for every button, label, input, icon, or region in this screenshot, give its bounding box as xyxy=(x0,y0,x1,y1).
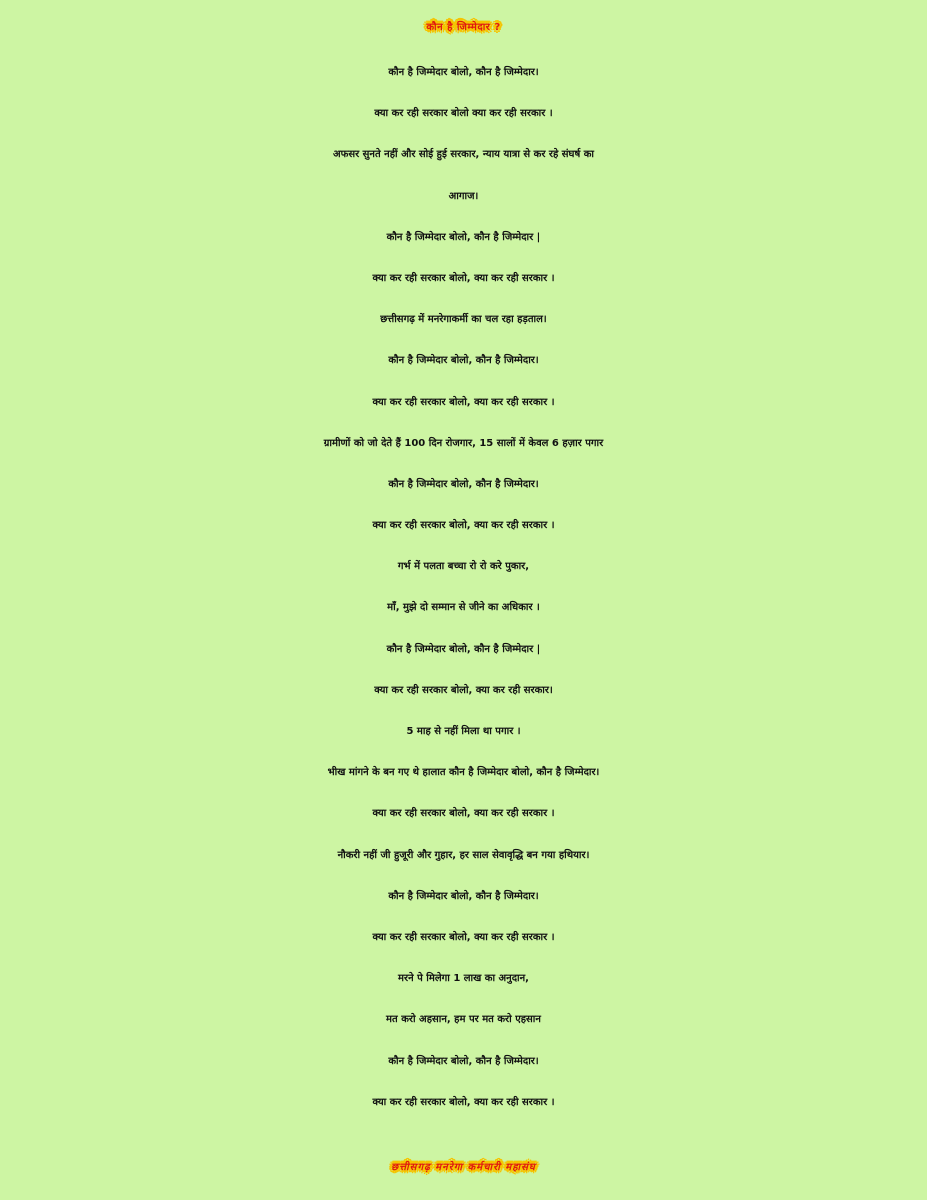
poem-line: 5 माह से नहीं मिला था पगार । xyxy=(406,726,521,737)
poem-line: कौन है जिम्मेदार बोलो, कौन है जिम्मेदार। xyxy=(388,1055,539,1067)
poem-line: क्या कर रही सरकार बोलो, क्या कर रही सरकार । xyxy=(372,520,555,532)
poem-line: कौन है जिम्मेदार बोलो, कौन है जिम्मेदार। xyxy=(388,355,539,367)
poem-line: क्या कर रही सरकार बोलो, क्या कर रही सरकार । xyxy=(372,931,555,943)
poem-lines xyxy=(0,52,927,1123)
poem-line: कौन है जिम्मेदार बोलो, कौन है जिम्मेदार। xyxy=(388,890,539,902)
poem-line: कौन है जिम्मेदार बोलो, कौन है जिम्मेदार | xyxy=(386,643,541,655)
poem-line: छत्तीसगढ़ में मनरेगाकर्मी का चल रहा हड़ताल। xyxy=(380,314,547,326)
poem-line: नौकरी नहीं जी हुजूरी और गुहार, हर साल सेवावृद्धि बन गया हथियार। xyxy=(337,849,590,861)
poem-line: कौन है जिम्मेदार बोलो, कौन है जिम्मेदार। xyxy=(388,67,539,78)
poem-line: माँ, मुझे दो सम्मान से जीने का अधिकार । xyxy=(387,602,540,614)
poem-line: आगाज। xyxy=(448,190,479,202)
poem-line: क्या कर रही सरकार बोलो, क्या कर रही सरकार। xyxy=(374,684,553,696)
poem-line: मरने पे मिलेगा 1 लाख का अनुदान, xyxy=(398,973,529,985)
poem-line: भीख मांगने के बन गए थे हालात कौन है जिम्मेदार बोलो, कौन है जिम्मेदार। xyxy=(327,767,600,779)
poem-line: कौन है जिम्मेदार बोलो, कौन है जिम्मेदार। xyxy=(388,478,539,490)
organization-name: छत्तीसगढ़ मनरेगा कर्मचारी महासंघ xyxy=(391,1162,536,1173)
poem-line: कौन है जिम्मेदार बोलो, कौन है जिम्मेदार | xyxy=(386,231,541,243)
poem-line: क्या कर रही सरकार बोलो, क्या कर रही सरकार । xyxy=(372,272,555,284)
poem-line: गर्भ में पलता बच्चा रो रो करे पुकार, xyxy=(397,561,530,573)
poem-line: अफसर सुनते नहीं और सोई हुई सरकार, न्याय यात्रा से कर रहे संघर्ष का xyxy=(332,149,595,161)
poem-line: क्या कर रही सरकार बोलो, क्या कर रही सरकार । xyxy=(372,1096,555,1108)
poem-line: क्या कर रही सरकार बोलो, क्या कर रही सरकार । xyxy=(372,396,555,408)
poem-line: क्या कर रही सरकार बोलो, क्या कर रही सरकार । xyxy=(372,808,555,820)
poem-line: मत करो अहसान, हम पर मत करो एहसान xyxy=(386,1014,541,1026)
poem-title: कौन है जिम्मेदार ? xyxy=(426,22,501,33)
poem-line: क्या कर रही सरकार बोलो क्या कर रही सरकार । xyxy=(374,108,553,120)
poem-line: ग्रामीणों को जो देते हैं 100 दिन रोजगार, 15 सालों में केवल 6 हज़ार पगार xyxy=(323,437,604,449)
